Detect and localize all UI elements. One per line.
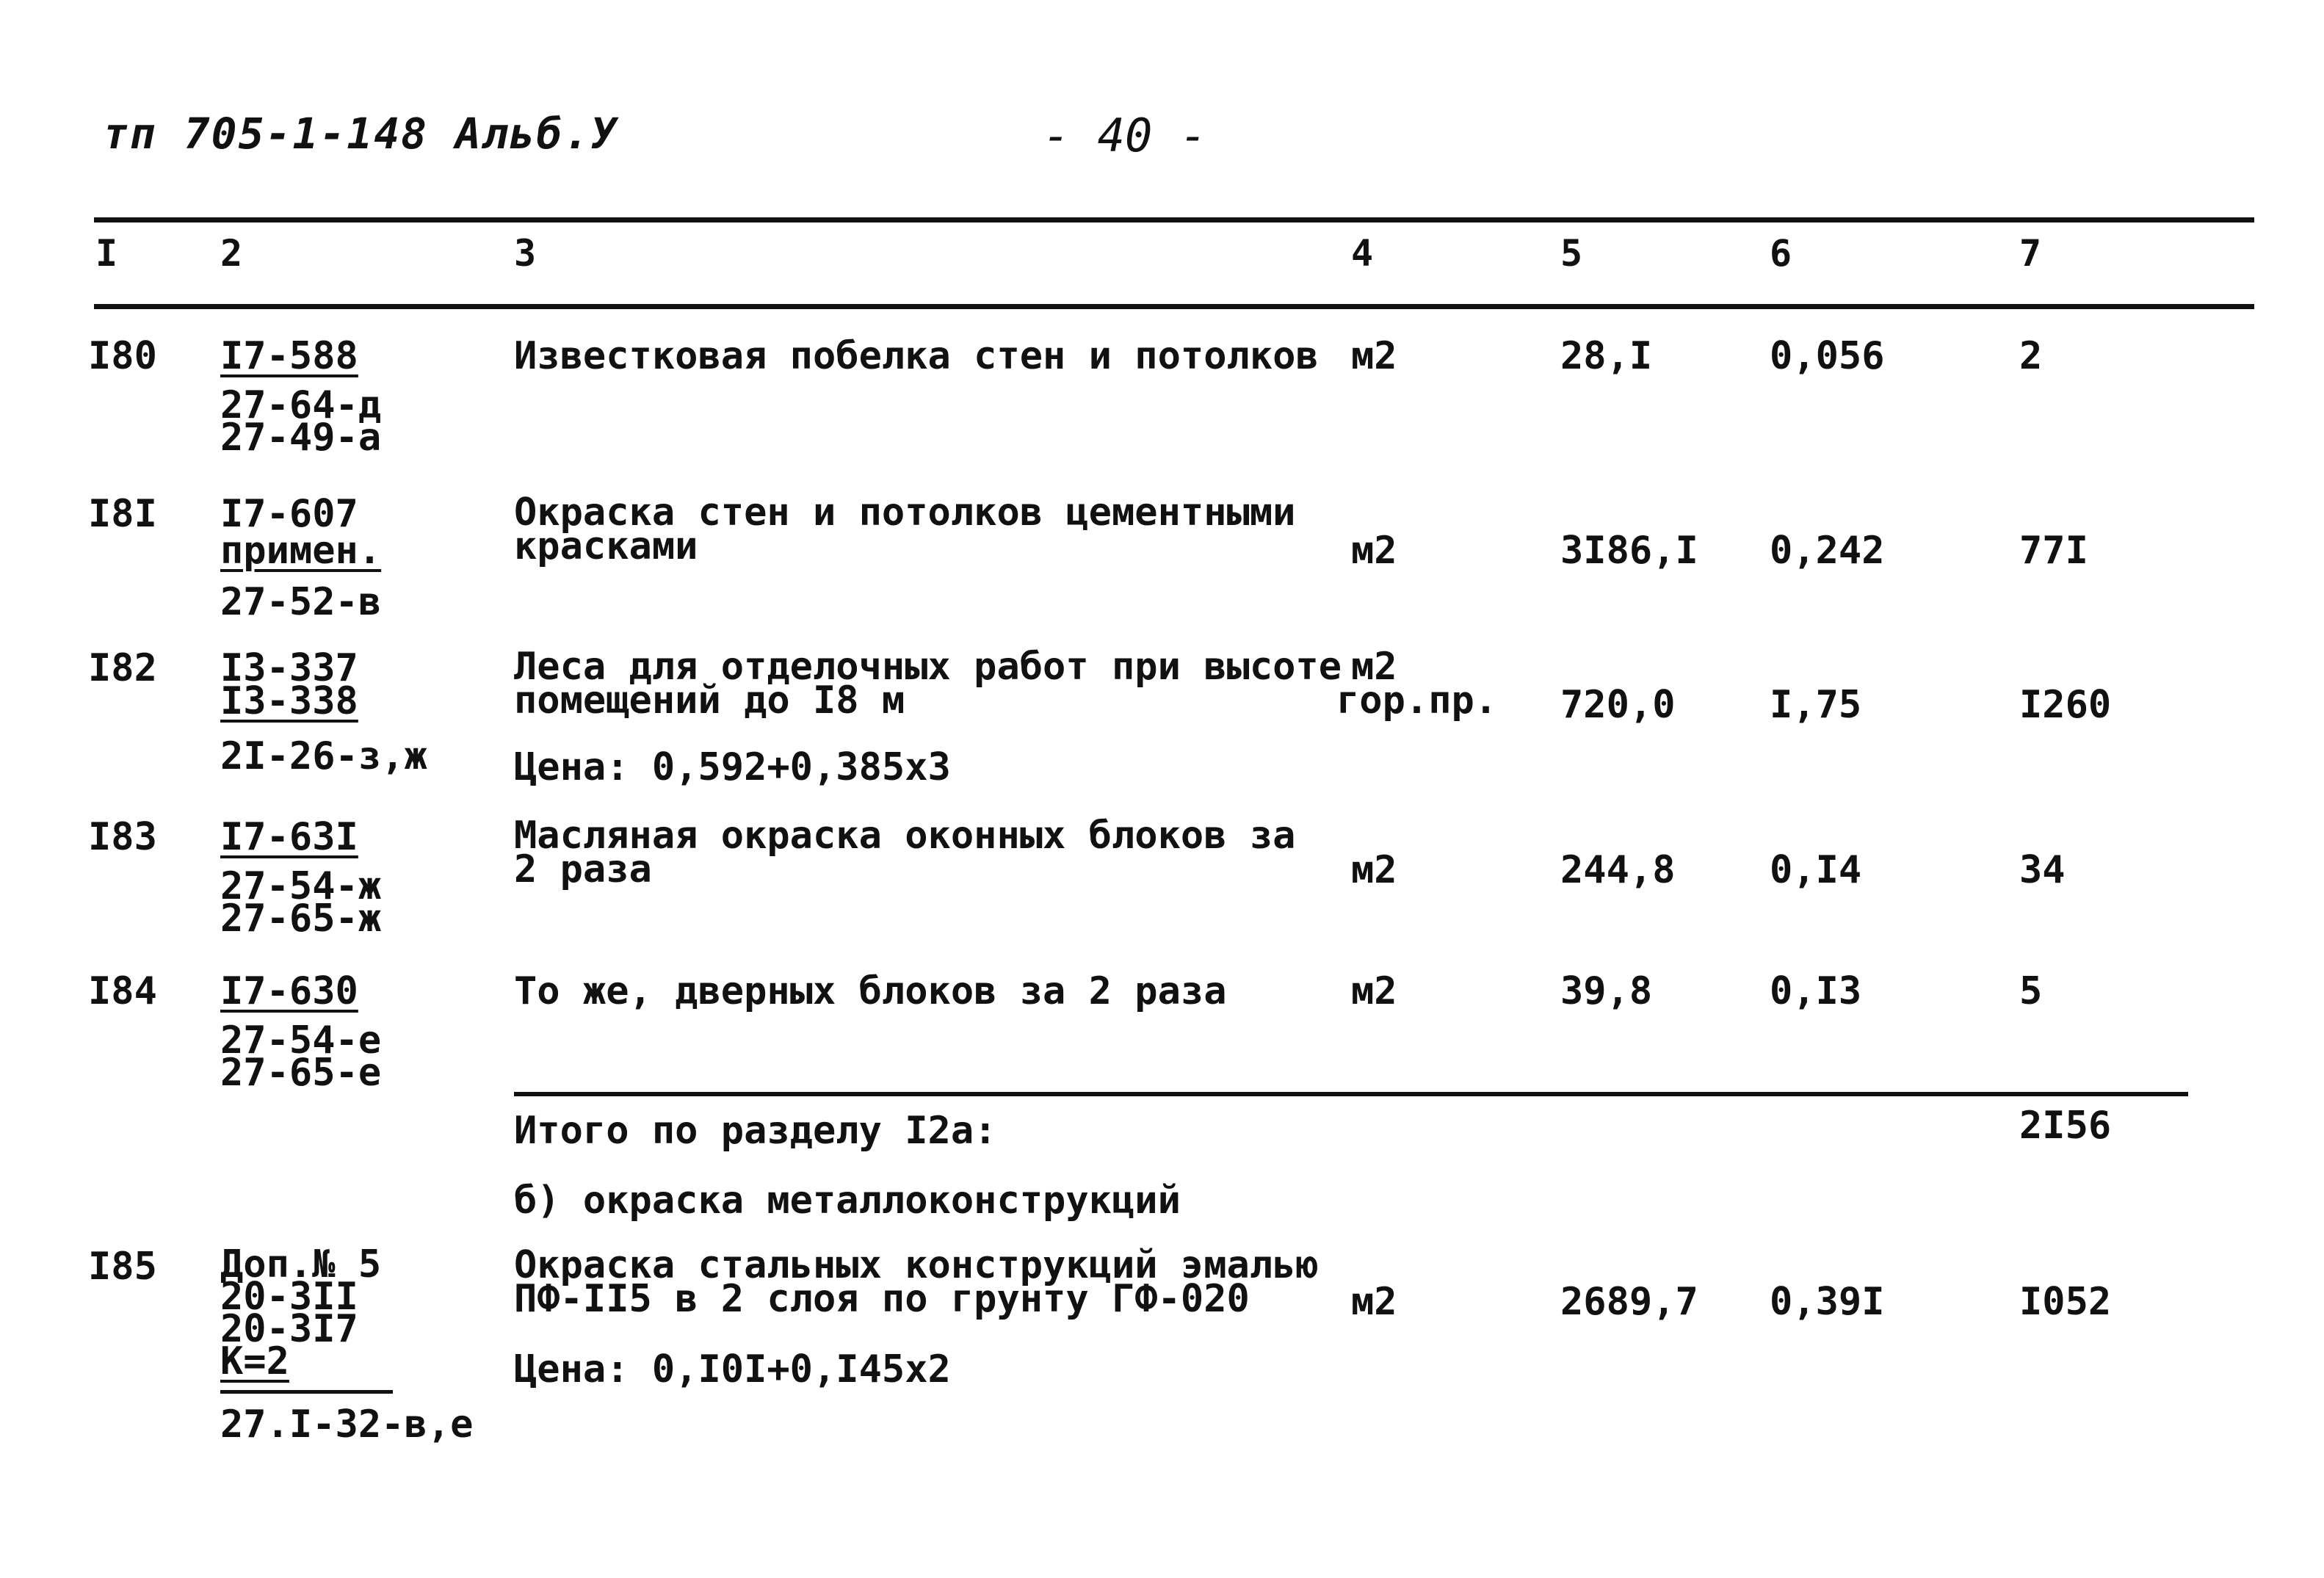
work-description: Окраска стен и потолков цементными красками [514,491,1296,568]
row-number: I8I [88,492,157,536]
unit: м2 [1351,1280,1397,1324]
total-value: 5 [2019,969,2043,1013]
work-description: То же, дверных блоков за 2 раза [514,969,1227,1013]
quantity: 244,8 [1560,848,1676,892]
ref-code: 27.I-32-в,е [220,1403,474,1447]
norm-code: I3-338 [220,679,358,723]
column-header-4: 4 [1351,232,1374,275]
norm-code: I7-630 [220,969,358,1013]
row-number: I85 [88,1245,157,1289]
row-number: I84 [88,969,157,1013]
unit: м2 гор.пр. [1336,645,1498,723]
work-description: Известковая побелка стен и потолков [514,334,1319,378]
work-description: Леса для отделочных работ при высоте помещений до I8 м [514,645,1342,723]
ref-codes: 27-54-е 27-65-е [220,1018,382,1095]
code-underline [220,1390,393,1394]
work-description: Окраска стальных конструкций эмалью ПФ-II5 в 2 слоя по грунту ГФ-020 [514,1243,1319,1321]
column-header-6: 6 [1770,232,1792,275]
total-value: I052 [2019,1280,2112,1324]
quantity: 3I86,I [1560,529,1698,573]
row-number: I80 [88,334,157,378]
ref-codes: 27-54-ж 27-65-ж [220,864,382,941]
norm-value: 0,056 [1770,334,1885,378]
total-value: 34 [2019,848,2066,892]
column-header-3: 3 [514,232,537,275]
total-value: 2 [2019,334,2043,378]
price-formula: Цена: 0,I0I+0,I45х2 [514,1347,951,1391]
norm-value: I,75 [1770,683,1862,727]
applied-note: примен. [220,529,382,573]
column-header-7: 7 [2019,232,2042,275]
norm-code: I3-337 [220,646,358,690]
norm-value: 0,I3 [1770,969,1862,1013]
table-top-rule [94,217,2254,222]
norm-code: I7-607 [220,492,358,536]
column-header-2: 2 [220,232,243,275]
section-heading: б) окраска металлоконструкций [514,1179,1181,1223]
subtotal-rule [514,1092,2188,1096]
norm-codes: Доп.№ 5 20-3II 20-3I7 К=2 [220,1242,382,1383]
unit: м2 [1351,848,1397,892]
unit: м2 [1351,969,1397,1013]
price-formula: Цена: 0,592+0,385х3 [514,745,951,789]
column-header-5: 5 [1560,232,1583,275]
total-value: I260 [2019,683,2112,727]
ref-codes: 27-64-д 27-49-а [220,383,382,460]
table-header-rule [94,304,2254,309]
ref-code: 2I-26-з,ж [220,734,427,778]
subtotal-value: 2I56 [2019,1104,2112,1148]
unit: м2 [1351,529,1397,573]
quantity: 720,0 [1560,683,1676,727]
norm-code: I7-63I [220,815,358,859]
total-value: 77I [2019,529,2088,573]
ref-code: 27-52-в [220,580,382,624]
norm-code: I7-588 [220,334,358,378]
norm-value: 0,I4 [1770,848,1862,892]
unit: м2 [1351,334,1397,378]
row-number: I82 [88,646,157,690]
quantity: 2689,7 [1560,1280,1698,1324]
quantity: 28,I [1560,334,1653,378]
work-description: Масляная окраска оконных блоков за 2 раза [514,814,1296,891]
subtotal-label: Итого по разделу I2а: [514,1109,997,1153]
row-number: I83 [88,815,157,859]
document-code: тп 705-1-148 Альб.У [103,109,618,159]
norm-value: 0,242 [1770,529,1885,573]
quantity: 39,8 [1560,969,1653,1013]
norm-value: 0,39I [1770,1280,1885,1324]
column-header-1: I [95,232,118,275]
page-number: - 40 - [1043,109,1207,162]
